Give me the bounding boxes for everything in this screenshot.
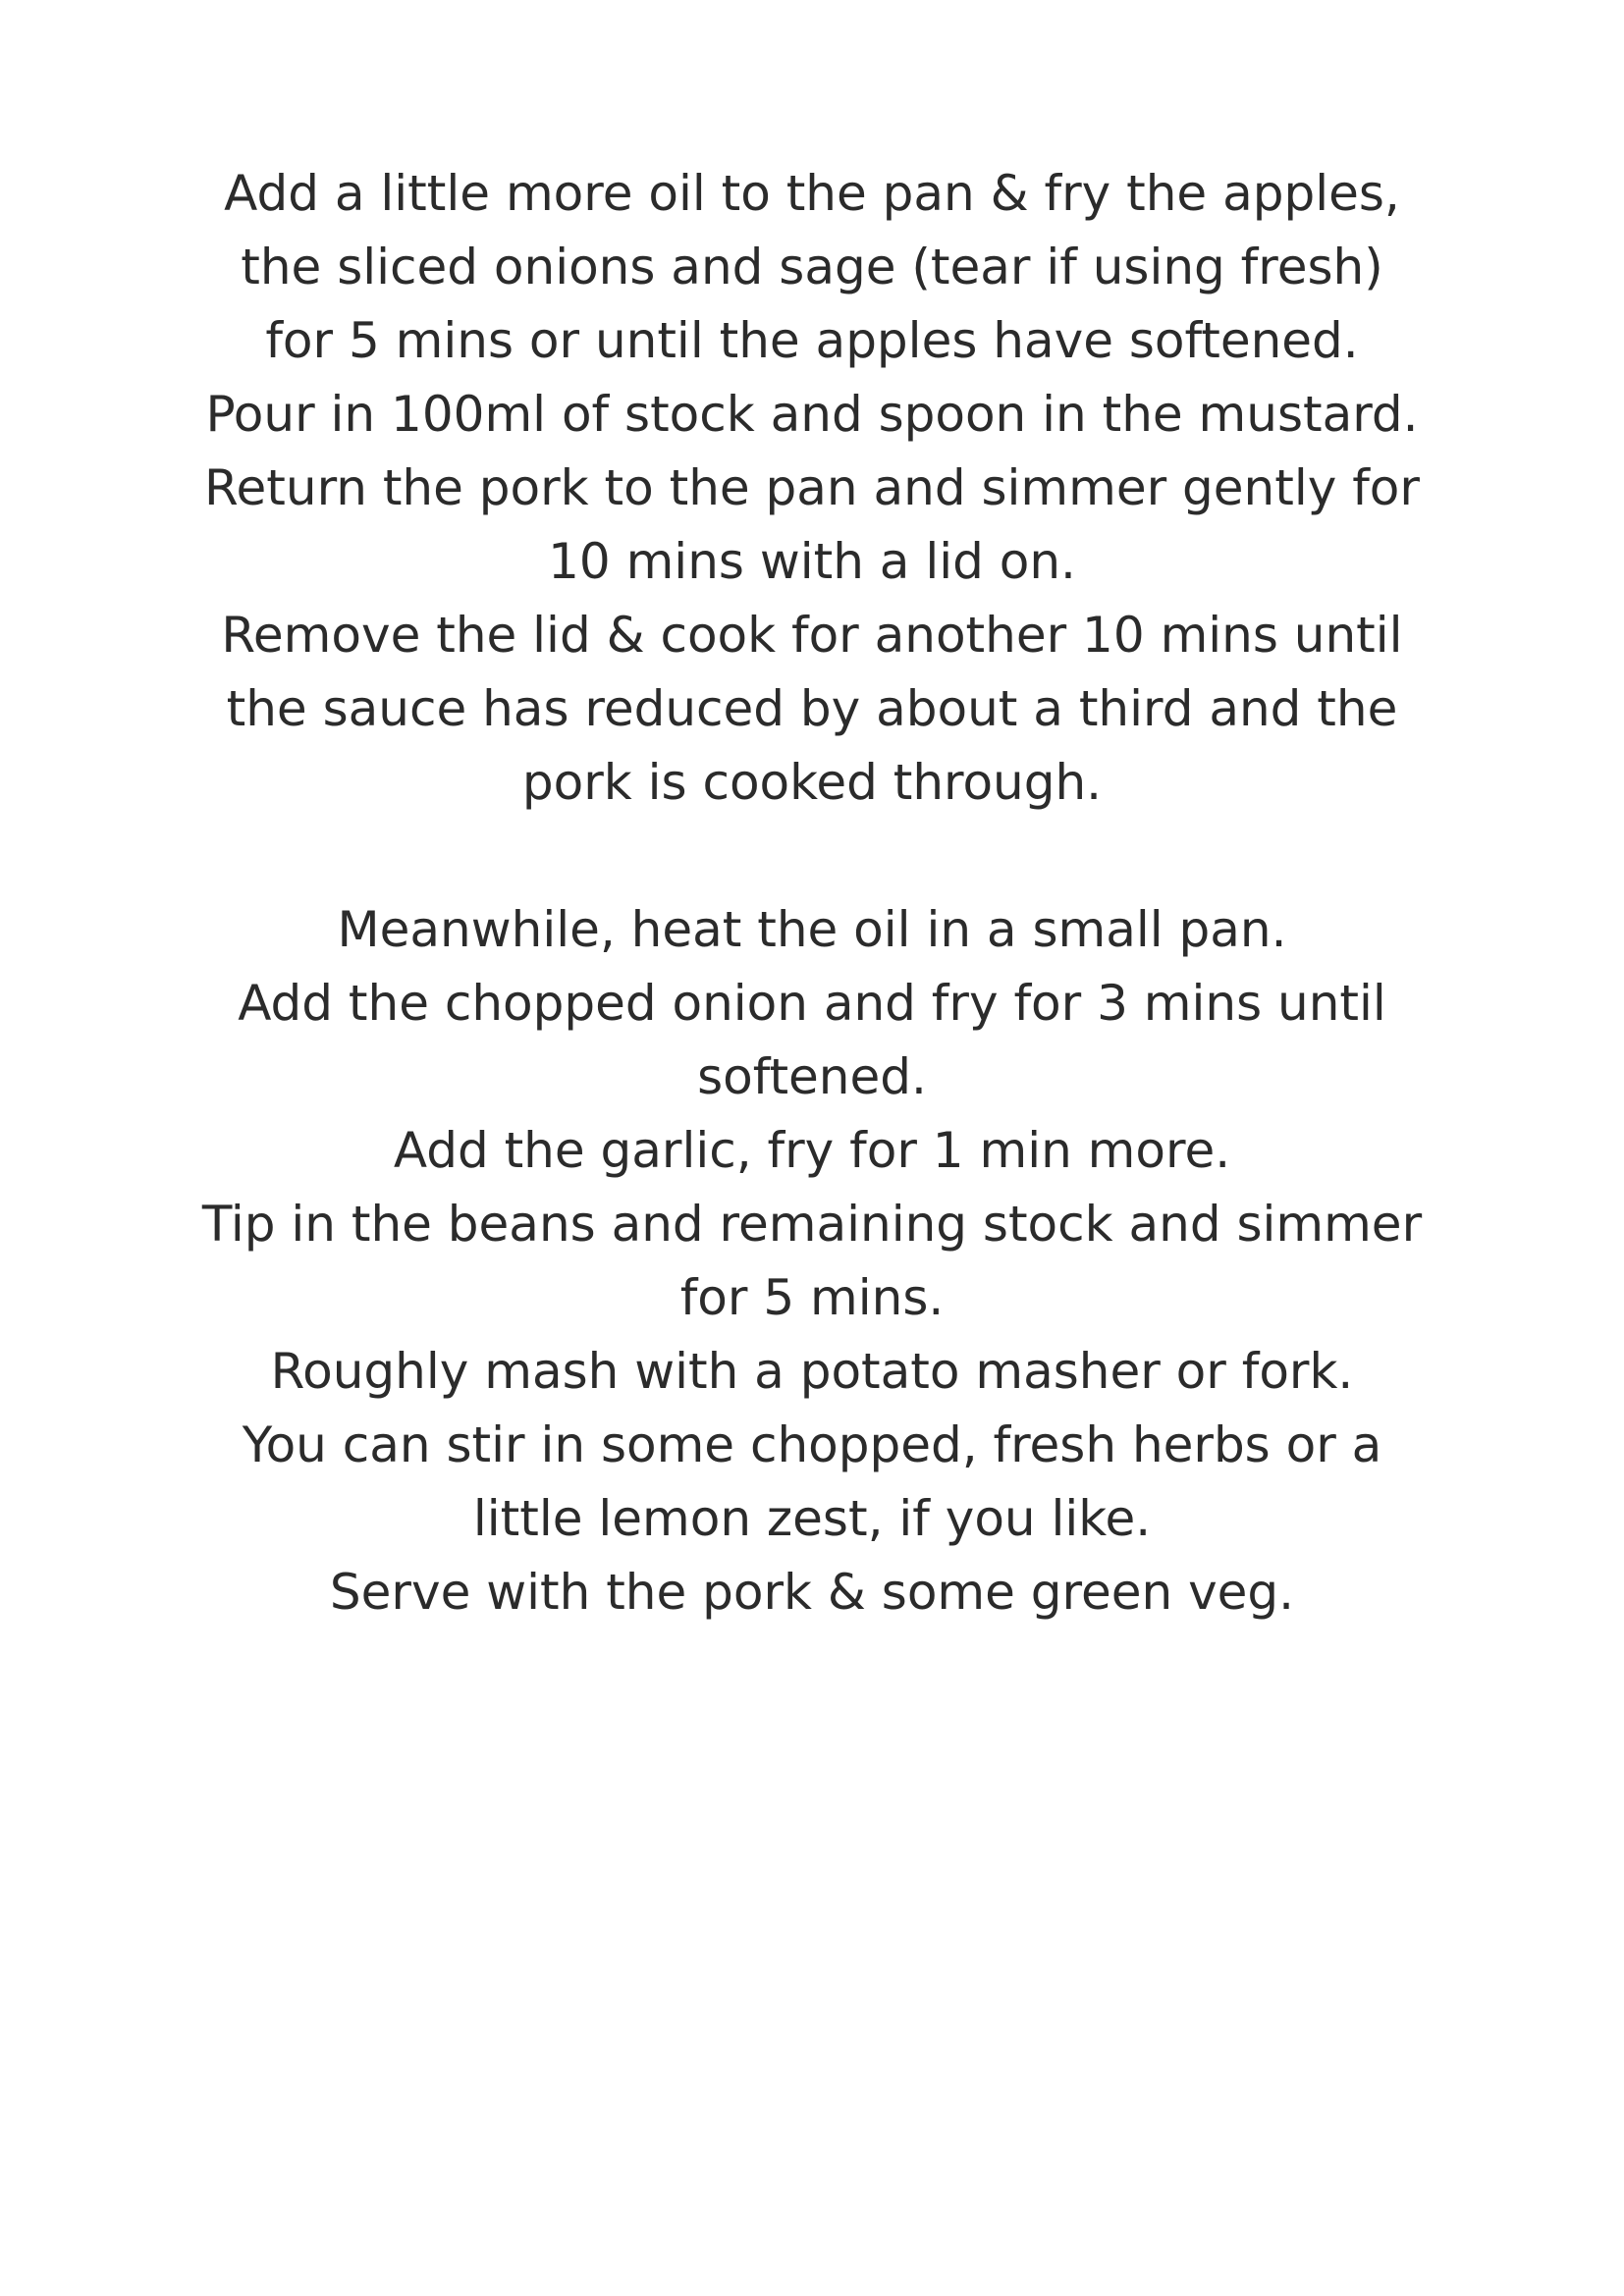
method-line: Add the garlic, fry for 1 min more.	[393, 1122, 1231, 1179]
method-line: softened.	[697, 1048, 927, 1105]
method-line: Serve with the pork & some green veg.	[329, 1564, 1295, 1621]
method-line: 10 mins with a lid on.	[548, 533, 1076, 590]
method-line: Roughly mash with a potato masher or fork.	[270, 1343, 1354, 1400]
method-line: Meanwhile, heat the oil in a small pan.	[337, 901, 1287, 958]
method-part-1	[196, 157, 1428, 820]
method-line: little lemon zest, if you like.	[472, 1490, 1152, 1547]
method-line: pork is cooked through.	[521, 754, 1103, 811]
method-line: Tip in the beans and remaining stock and simmer	[201, 1196, 1423, 1253]
method-line: Remove the lid & cook for another 10 mins until	[221, 607, 1403, 664]
method-line: for 5 mins.	[679, 1269, 945, 1326]
method-line: Pour in 100ml of stock and spoon in the mustard.	[205, 386, 1419, 443]
method-line: Add the chopped onion and fry for 3 mins until	[238, 975, 1386, 1032]
method-line: You can stir in some chopped, fresh herbs or a	[242, 1416, 1382, 1473]
method-part-2	[196, 893, 1428, 1629]
method-line: Add a little more oil to the pan & fry the apples,	[224, 165, 1400, 222]
method-line: for 5 mins or until the apples have softened.	[265, 312, 1359, 369]
method-line: the sliced onions and sage (tear if using fresh)	[241, 239, 1383, 295]
method-line: the sauce has reduced by about a third and the	[226, 680, 1398, 737]
method-line: Return the pork to the pan and simmer gently for	[204, 459, 1420, 516]
